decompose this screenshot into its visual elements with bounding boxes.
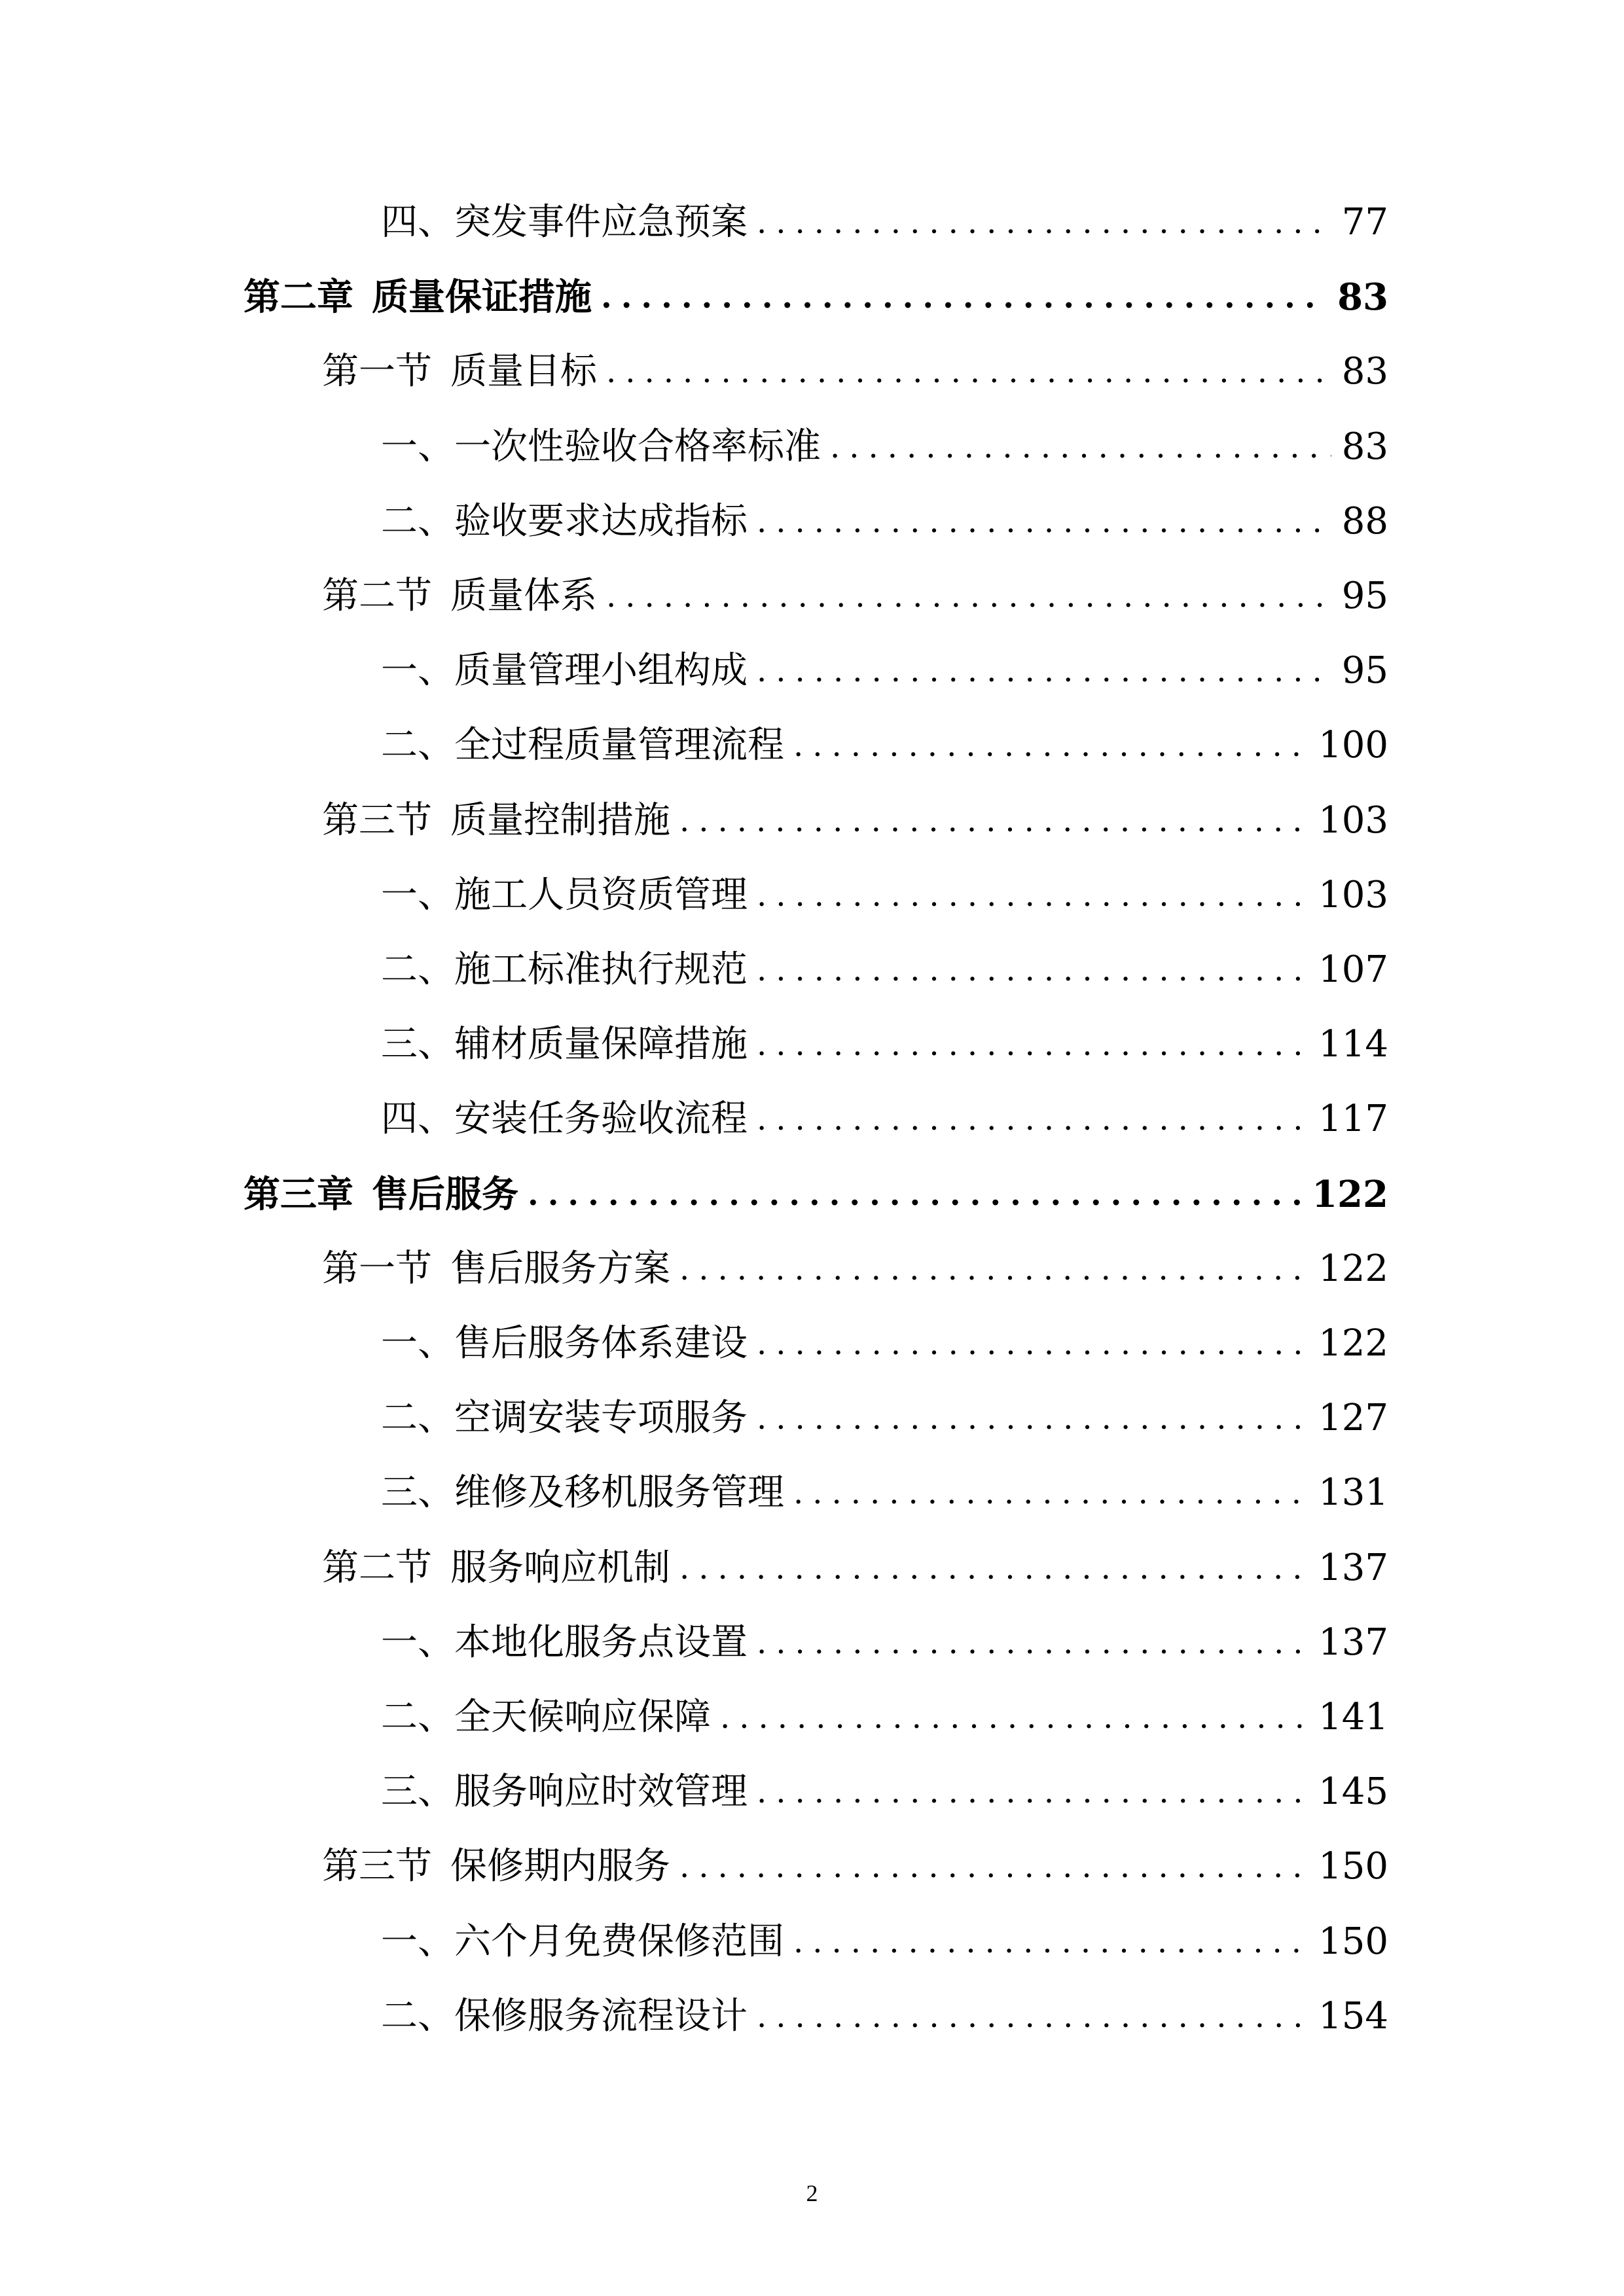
toc-entry-label xyxy=(381,874,748,916)
toc-entry-title: 一、售后服务体系建设 xyxy=(381,1322,748,1365)
toc-section-entry xyxy=(322,560,1388,632)
toc-leader-dots xyxy=(793,1477,1308,1509)
toc-entry-title: 一、本地化服务点设置 xyxy=(381,1621,748,1664)
toc-section-entry xyxy=(322,336,1388,408)
toc-leader-dots xyxy=(679,1851,1308,1882)
toc-entry-label xyxy=(381,425,821,468)
toc-entry-title: 二、保修服务流程设计 xyxy=(381,1995,748,2037)
toc-section-entry xyxy=(322,1233,1388,1305)
toc-entry-label xyxy=(381,1023,748,1066)
toc-chapter-entry xyxy=(244,1158,1388,1230)
toc-entry-page: 122 xyxy=(1312,1173,1388,1216)
toc-entry-page: 122 xyxy=(1318,1247,1388,1290)
toc-entry-page: 83 xyxy=(1341,425,1388,468)
toc-leader-dots xyxy=(757,655,1331,687)
toc-entry-label xyxy=(381,201,748,243)
toc-entry-number: 第一节 xyxy=(322,1247,432,1290)
toc-entry-label xyxy=(381,1920,784,1963)
toc-entry-title: 服务响应机制 xyxy=(450,1547,670,1589)
toc-leader-dots xyxy=(757,1403,1308,1434)
toc-leader-dots xyxy=(679,805,1308,836)
toc-leader-dots xyxy=(720,1702,1308,1733)
toc-entry-title: 质量控制措施 xyxy=(450,799,670,842)
toc-entry-label xyxy=(381,1397,748,1439)
toc-leader-dots xyxy=(679,1253,1308,1285)
toc-subsection-entry xyxy=(381,1308,1388,1380)
page-number: 2 xyxy=(806,2180,818,2206)
toc-entry-title: 一、一次性验收合格率标准 xyxy=(381,425,821,468)
toc-entry-page: 103 xyxy=(1318,874,1388,916)
toc-entry-page: 77 xyxy=(1341,201,1388,243)
toc-leader-dots xyxy=(793,730,1308,761)
toc-entry-page: 100 xyxy=(1318,724,1388,766)
toc-entry-title: 四、突发事件应急预案 xyxy=(381,201,748,243)
toc-entry-label xyxy=(381,1322,748,1365)
toc-leader-dots xyxy=(757,1627,1308,1659)
toc-entry-number: 第三节 xyxy=(322,799,432,842)
toc-leader-dots xyxy=(757,1328,1308,1359)
toc-subsection-entry xyxy=(381,1083,1388,1155)
toc-entry-number: 第二节 xyxy=(322,1547,432,1589)
toc-leader-dots xyxy=(528,1179,1301,1210)
toc-entry-title: 一、六个月免费保修范围 xyxy=(381,1920,784,1963)
toc-entry-title: 一、质量管理小组构成 xyxy=(381,649,748,692)
toc-entry-title: 一、施工人员资质管理 xyxy=(381,874,748,916)
toc-entry-number: 第三节 xyxy=(322,1845,432,1888)
toc-entry-title: 质量目标 xyxy=(450,350,597,393)
toc-entry-label xyxy=(381,1471,784,1514)
toc-entry-label xyxy=(244,1173,518,1216)
toc-entry-page: 154 xyxy=(1318,1995,1388,2037)
toc-entry-label xyxy=(381,500,748,543)
toc-subsection-entry xyxy=(381,187,1388,259)
toc-subsection-entry xyxy=(381,1906,1388,1978)
toc-leader-dots xyxy=(793,1926,1308,1958)
toc-entry-page: 131 xyxy=(1318,1471,1388,1514)
toc-entry-number: 第二章 xyxy=(244,276,353,319)
toc-subsection-entry xyxy=(381,1382,1388,1454)
toc-entry-title: 质量体系 xyxy=(450,575,597,617)
toc-subsection-entry xyxy=(381,709,1388,781)
toc-chapter-entry xyxy=(244,261,1388,333)
toc-entry-label xyxy=(381,649,748,692)
toc-leader-dots xyxy=(679,1552,1308,1584)
toc-entry-title: 二、全过程质量管理流程 xyxy=(381,724,784,766)
toc-entry-label xyxy=(381,1696,711,1738)
toc-leader-dots xyxy=(606,581,1331,612)
toc-entry-title: 二、施工标准执行规范 xyxy=(381,948,748,991)
toc-entry-page: 122 xyxy=(1318,1322,1388,1365)
toc-entry-title: 三、维修及移机服务管理 xyxy=(381,1471,784,1514)
toc-entry-title: 质量保证措施 xyxy=(372,276,592,319)
toc-entry-page: 117 xyxy=(1318,1098,1388,1140)
toc-entry-page: 114 xyxy=(1318,1023,1388,1066)
toc-section-entry xyxy=(322,1532,1388,1604)
toc-entry-page: 137 xyxy=(1318,1547,1388,1589)
toc-leader-dots xyxy=(757,1776,1308,1808)
toc-subsection-entry xyxy=(381,635,1388,707)
toc-entry-title: 二、空调安装专项服务 xyxy=(381,1397,748,1439)
toc-entry-number: 第一节 xyxy=(322,350,432,393)
toc-subsection-entry xyxy=(381,1981,1388,2053)
toc-leader-dots xyxy=(757,506,1331,537)
toc-subsection-entry xyxy=(381,934,1388,1006)
toc-entry-label xyxy=(322,1247,670,1290)
toc-entry-title: 售后服务 xyxy=(372,1173,518,1216)
toc-leader-dots xyxy=(757,207,1331,238)
toc-subsection-entry xyxy=(381,859,1388,931)
toc-subsection-entry xyxy=(381,1457,1388,1529)
toc-entry-page: 150 xyxy=(1318,1920,1388,1963)
toc-entry-label xyxy=(322,1845,670,1888)
toc-leader-dots xyxy=(757,954,1308,986)
toc-entry-page: 107 xyxy=(1318,948,1388,991)
toc-entry-label xyxy=(381,1770,748,1813)
toc-entry-label xyxy=(322,350,597,393)
toc-leader-dots xyxy=(606,356,1331,387)
toc-entry-number: 第三章 xyxy=(244,1173,353,1216)
toc-entry-label xyxy=(381,1098,748,1140)
toc-leader-dots xyxy=(601,281,1327,313)
toc-leader-dots xyxy=(757,1029,1308,1060)
toc-entry-page: 88 xyxy=(1341,500,1388,543)
toc-entry-label xyxy=(244,276,592,319)
toc-entry-title: 三、辅材质量保障措施 xyxy=(381,1023,748,1066)
toc-entry-title: 二、验收要求达成指标 xyxy=(381,500,748,543)
toc-entry-page: 83 xyxy=(1337,276,1388,319)
toc-leader-dots xyxy=(830,431,1331,463)
toc-subsection-entry xyxy=(381,411,1388,483)
toc-entry-page: 103 xyxy=(1318,799,1388,842)
toc-entry-title: 二、全天候响应保障 xyxy=(381,1696,711,1738)
toc-entry-number: 第二节 xyxy=(322,575,432,617)
toc-leader-dots xyxy=(757,1103,1308,1135)
toc-leader-dots xyxy=(757,880,1308,911)
toc-entry-page: 95 xyxy=(1341,575,1388,617)
toc-entry-title: 售后服务方案 xyxy=(450,1247,670,1290)
toc-entry-title: 四、安装任务验收流程 xyxy=(381,1098,748,1140)
toc-entry-label xyxy=(381,1995,748,2037)
toc-subsection-entry xyxy=(381,486,1388,558)
toc-entry-page: 127 xyxy=(1318,1397,1388,1439)
toc-entry-label xyxy=(381,724,784,766)
toc-entry-label xyxy=(381,1621,748,1664)
toc-subsection-entry xyxy=(381,1607,1388,1679)
toc-entry-page: 145 xyxy=(1318,1770,1388,1813)
toc-entry-title: 三、服务响应时效管理 xyxy=(381,1770,748,1813)
toc-entry-title: 保修期内服务 xyxy=(450,1845,670,1888)
toc-entry-page: 141 xyxy=(1318,1696,1388,1738)
toc-entry-label xyxy=(322,1547,670,1589)
toc-section-entry xyxy=(322,1831,1388,1903)
toc-leader-dots xyxy=(757,2001,1308,2032)
toc-entry-page: 137 xyxy=(1318,1621,1388,1664)
toc-entry-label xyxy=(322,575,597,617)
toc-entry-page: 83 xyxy=(1341,350,1388,393)
toc-entry-page: 150 xyxy=(1318,1845,1388,1888)
toc-entry-page: 95 xyxy=(1341,649,1388,692)
toc-entry-label xyxy=(322,799,670,842)
toc-subsection-entry xyxy=(381,1756,1388,1828)
toc-subsection-entry xyxy=(381,1009,1388,1081)
toc-section-entry xyxy=(322,785,1388,857)
toc-subsection-entry xyxy=(381,1681,1388,1753)
toc-entry-label xyxy=(381,948,748,991)
